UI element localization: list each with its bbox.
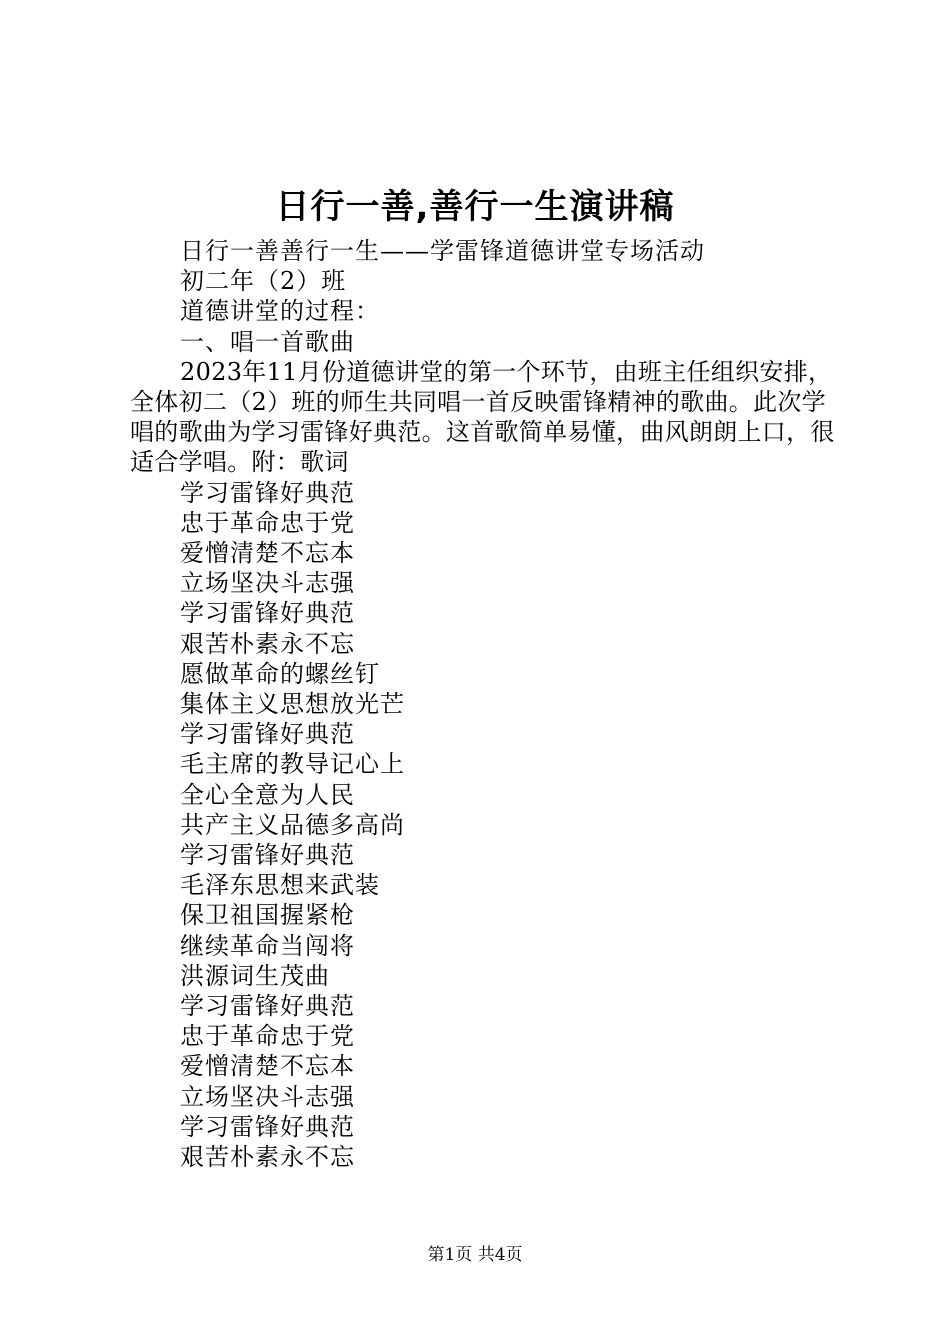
- lyric-line: 立场坚决斗志强: [180, 1082, 355, 1111]
- lyric-line: 继续革命当闯将: [180, 931, 355, 960]
- lyric-line: 艰苦朴素永不忘: [180, 1143, 355, 1172]
- lyric-line: 学习雷锋好典范: [180, 478, 355, 507]
- document-title: 日行一善,善行一生演讲稿: [275, 187, 675, 227]
- lyric-line: 学习雷锋好典范: [180, 599, 355, 628]
- lyric-line: 毛主席的教导记心上: [180, 750, 405, 779]
- lyric-line: 毛泽东思想来武装: [180, 871, 380, 900]
- document-body: [130, 236, 835, 1172]
- lyric-line: 集体主义思想放光芒: [180, 690, 405, 719]
- lyric-line: 保卫祖国握紧枪: [180, 901, 355, 930]
- lyric-line: 全心全意为人民: [180, 780, 355, 809]
- lyric-line: 爱憎清楚不忘本: [180, 1052, 355, 1081]
- lyric-line: 艰苦朴素永不忘: [180, 629, 355, 658]
- lyric-line: 忠于革命忠于党: [180, 1022, 355, 1051]
- lyric-line: 学习雷锋好典范: [180, 1112, 355, 1141]
- lyric-line: 学习雷锋好典范: [180, 841, 355, 870]
- lyric-line: 忠于革命忠于党: [180, 508, 355, 537]
- section-heading: 一、唱一首歌曲: [180, 327, 355, 356]
- lyric-line: 爱憎清楚不忘本: [180, 539, 355, 568]
- intro-paragraph: 2023年11月份道德讲堂的第一个环节，由班主任组织安排，全体初二（2）班的师生共同唱一首反映雷锋精神的歌曲。此次学唱的歌曲为学习雷锋好典范。这首歌简单易懂，曲风朗朗上口，很适合学唱。附：歌词: [130, 357, 835, 477]
- page-number-footer: 第1页 共4页: [427, 1245, 523, 1265]
- class-line: 初二年（2）班: [180, 267, 347, 296]
- lyric-line: 学习雷锋好典范: [180, 992, 355, 1021]
- lyric-line: 立场坚决斗志强: [180, 569, 355, 598]
- lyric-line: 愿做革命的螺丝钉: [180, 659, 380, 688]
- lyric-credit: 洪源词生茂曲: [180, 961, 330, 990]
- lyric-line: 学习雷锋好典范: [180, 720, 355, 749]
- lyric-line: 共产主义品德多高尚: [180, 810, 405, 839]
- subtitle-line: 日行一善善行一生——学雷锋道德讲堂专场活动: [180, 237, 705, 265]
- process-heading: 道德讲堂的过程：: [180, 297, 380, 326]
